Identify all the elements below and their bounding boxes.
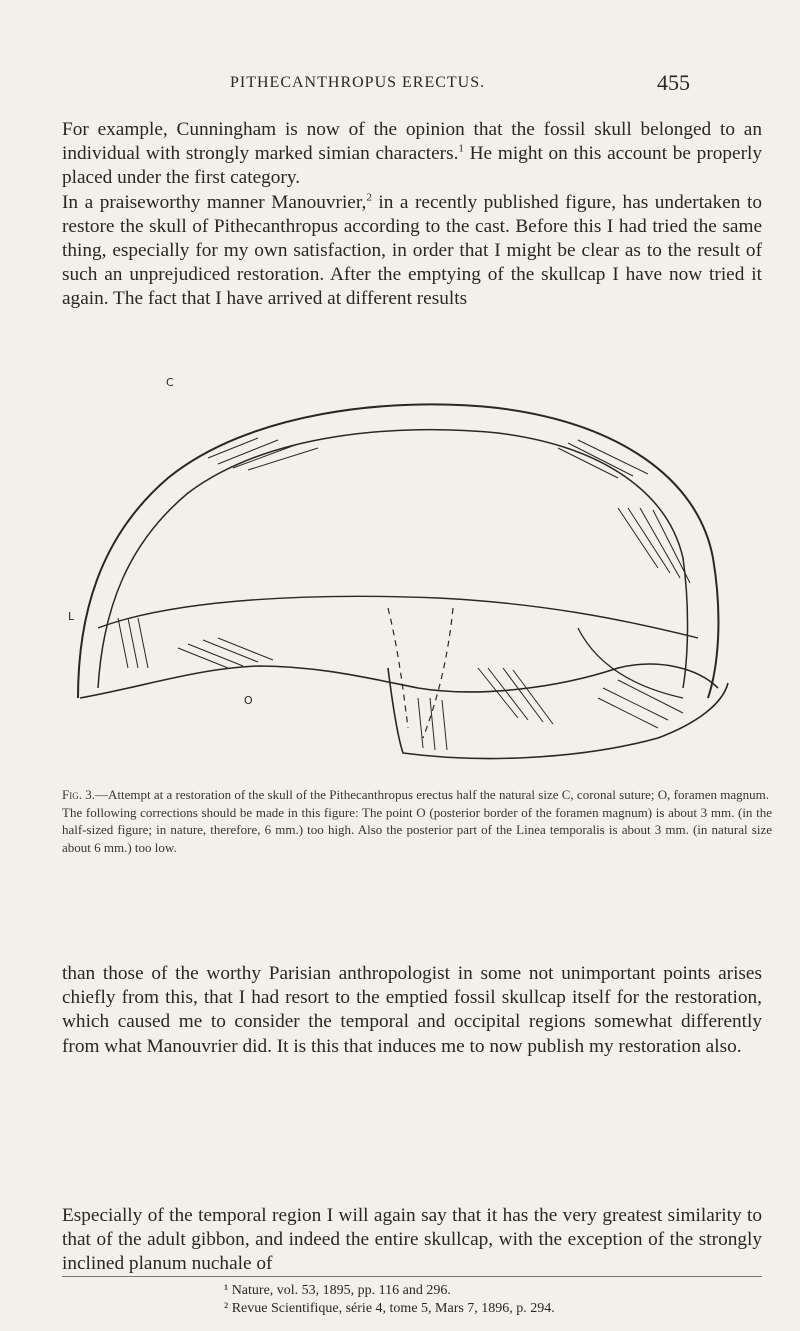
temporal-region: [388, 668, 728, 758]
label-c: C: [166, 376, 174, 389]
paragraph-3: than those of the worthy Parisian anthropologist in some not unimportant points arises chiefly from this, that I had resort to the emptied fossil skullcap itself for the restoration, which caused me to consider the temporal and occipital regions somewhat differently from what Manouvrier did. It is this that induces me to now publish my restoration also.: [62, 963, 762, 1057]
dashed-contour: [388, 608, 408, 728]
caption-line-1: [62, 786, 772, 804]
paragraph-1-text-a: For example, Cunningham is now of the opinion that the fossil skull belonged to an individual with strongly marked simian characters.: [62, 119, 762, 165]
braincase-line: [98, 596, 698, 638]
skull-vault-outline: [78, 404, 718, 698]
footnotes: [224, 1282, 764, 1318]
hatching: [118, 438, 690, 750]
label-l: L: [68, 610, 75, 623]
dashed-contour-2: [423, 608, 453, 738]
caption-figure-label: Fig. 3.: [62, 787, 95, 802]
paragraph-2-text-b: in a recently published figure, has undertaken to restore the skull of Pithecanthropus according to the cast. Before this I had tried the same thing, especially for my own satisfaction, in order that I might be clear as to the result of such an unprejudiced restoration. After the emptying of the skullcap I have now tried it again. The fact that I have arrived at different results: [62, 191, 762, 310]
paragraph-2-text-a: In a praiseworthy manner Manouvrier,: [62, 191, 367, 213]
footnote-ref-1: 1: [458, 142, 464, 155]
figure-caption: [62, 786, 772, 856]
running-title: PITHECANTHROPUS ERECTUS.: [230, 74, 486, 91]
paragraph-4: Especially of the temporal region I will again say that it has the very greatest similarity to that of the adult gibbon, and indeed the entire skullcap, with the exception of the strongly inclined planum nuchale of: [62, 1205, 762, 1275]
footnote-1: ¹ Nature, vol. 53, 1895, pp. 116 and 296.: [224, 1283, 451, 1298]
skull-base: [80, 664, 718, 698]
caption-text-1: —Attempt at a restoration of the skull of the Pithecanthropus erectus half the natural size C, coronal suture; O, foramen magnum.: [94, 787, 769, 802]
paragraph-1-text-b: He might on this account be properly placed under the first category.: [62, 143, 763, 189]
paragraph-1: [62, 118, 762, 312]
skull-illustration: [58, 368, 748, 773]
jaw-region: [578, 628, 683, 698]
footnote-rule: [62, 1276, 762, 1277]
caption-line-2: The following corrections should be made in this figure: The point O (posterior border of the foramen magnum) is about 3 mm. (in the half-sized figure; in nature, therefore, 6 mm.) too high. Also the posterior part of the Linea temporalis is about 3 mm. (in natural size about 6 mm.) too low.: [62, 804, 772, 855]
skull-figure: [58, 368, 748, 773]
footnote-ref-2: 2: [366, 191, 372, 204]
page-number: 455: [657, 70, 690, 95]
footnote-2: ² Revue Scientifique, série 4, tome 5, Mars 7, 1896, p. 294.: [224, 1301, 555, 1316]
label-o: O: [244, 694, 253, 707]
